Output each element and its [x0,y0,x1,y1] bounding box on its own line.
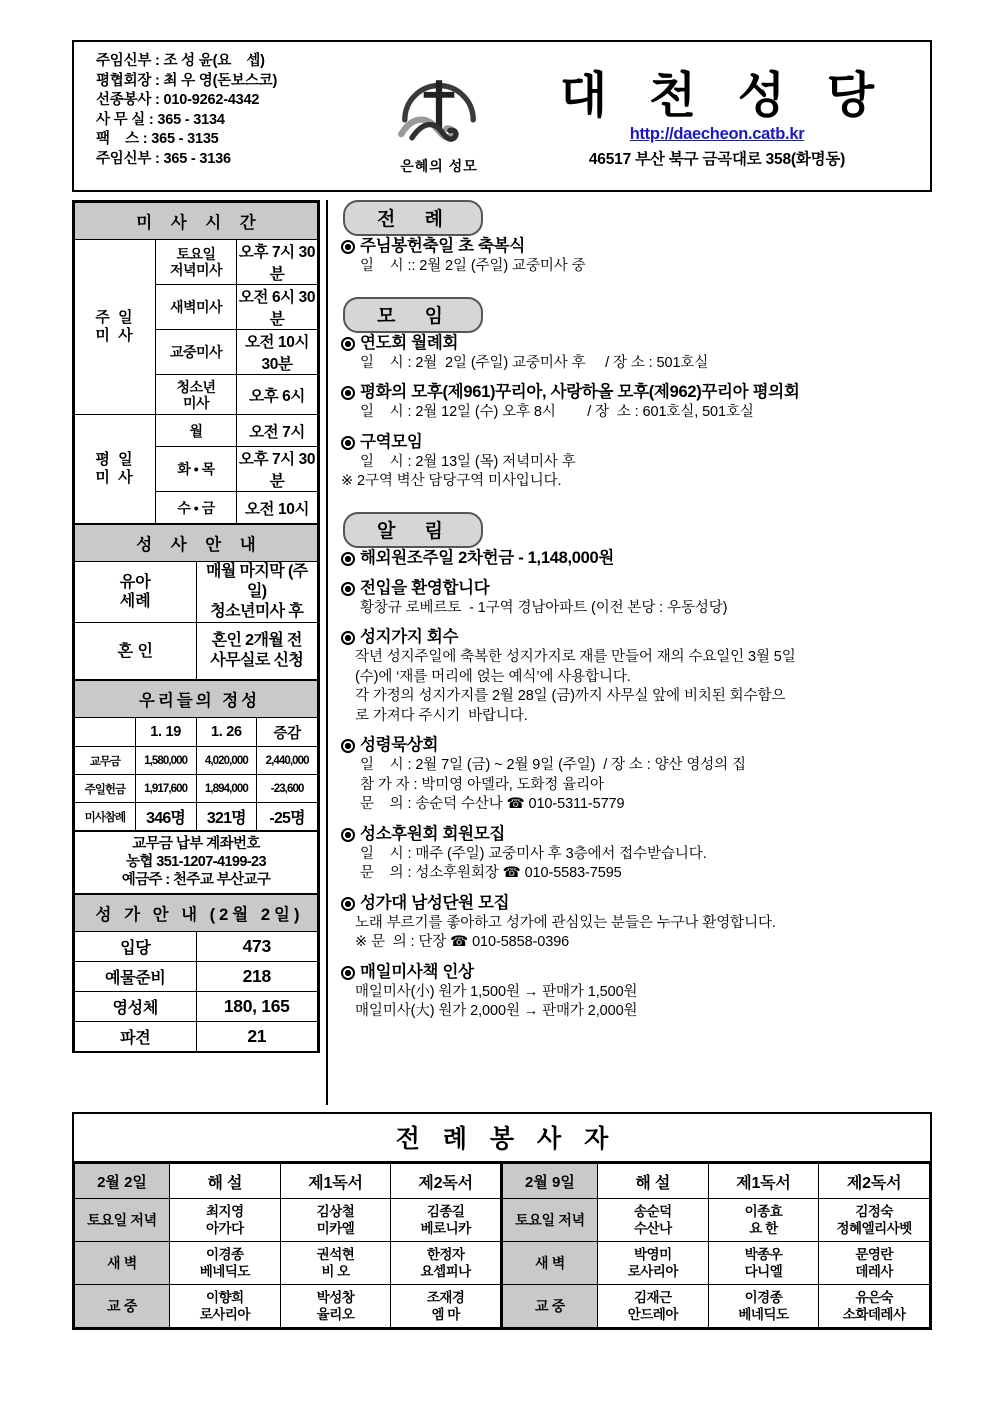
bullet-icon [341,897,355,911]
server-cell [170,1199,281,1242]
offerings-value: 1,580,000 [135,747,196,775]
servers-row-label: 토요일 저녁 [75,1199,170,1242]
contact-line: 주임신부 : 365 - 3136 [96,150,231,167]
item-detail: 각 가정의 성지가지를 2월 28일 (금)까지 사무실 앞에 비치된 회수함으 [355,688,786,704]
servers-col-header: 제2독서 [391,1164,502,1199]
mass-name: 청소년 미사 [156,375,237,415]
hymn-value: 473 [196,932,318,962]
announcements-column [326,200,932,1105]
servers-row-label: 토요일 저녁 [501,1199,597,1242]
contact-block [74,42,374,190]
offerings-col-header: 1. 26 [196,718,257,747]
server-cell [597,1285,708,1328]
section-pill-label: 전 례 [343,200,483,236]
contact-line: 선종봉사 : 010-9262-4342 [96,92,260,108]
announcement-item [341,236,932,277]
servers-row-label: 교 중 [75,1285,170,1328]
item-detail: 일 시 : 매주 (주일) 교중미사 후 3층에서 접수받습니다. [360,845,707,862]
servers-row-label: 새 벽 [501,1242,597,1285]
item-title: 매일미사책 인상 [360,962,474,981]
server-saint: 요 한 [749,1221,778,1236]
server-cell [708,1242,819,1285]
mass-time: 오후 6시 [237,375,318,415]
left-info-column [72,200,320,1053]
server-name: 이경종 [744,1290,783,1305]
offerings-value: 1,894,000 [196,775,257,803]
item-title-row [341,627,932,648]
offerings-value: 4,020,000 [196,747,257,775]
item-detail: 노래 부르기를 좋아하고 성가에 관심있는 분들은 누구나 환영합니다. [355,914,776,931]
item-title-row [341,382,932,403]
sacrament-label: 유아 세례 [75,562,197,623]
item-detail: 일 시 : 2월 2일 (주일) 교중미사 후 / 장 소 : 501호실 [360,354,709,371]
hymn-label: 예물준비 [75,962,197,992]
section-header-liturgy [343,200,932,232]
item-detail: (수)에 ‘재를 머리에 얹는 예식’에 사용합니다. [355,668,631,685]
left-tables-frame [72,200,320,1053]
item-title: 해외원조주일 2차헌금 - 1,148,000원 [360,548,615,567]
item-title-row [341,824,932,845]
mass-time: 오전 10시 30분 [237,330,318,375]
offerings-col-blank [75,718,136,747]
server-name: 김정숙 [855,1204,893,1219]
server-cell [819,1199,930,1242]
mass-time: 오후 7시 30분 [237,447,318,492]
section-header-meetings [343,297,932,329]
server-saint: 데레사 [855,1264,893,1279]
contact-line: 평협회장 : 최 우 영(돈보스코) [96,72,278,89]
church-website-link[interactable]: http://daecheon.catb.kr [629,124,805,143]
server-name: 최지영 [206,1204,244,1219]
item-title-row [341,432,932,453]
offerings-value: 346명 [135,803,196,831]
bank-number: 농협 351-1207-4199-23 [126,854,266,870]
madonna-of-grace-logo-icon [394,63,484,155]
announcement-item [341,824,932,884]
servers-table [74,1163,930,1328]
announcement-item [341,333,932,374]
offerings-row-label: 주일헌금 [75,775,136,803]
server-name: 이경종 [206,1247,244,1262]
mass-time: 오전 10시 [237,492,318,524]
server-saint: 아가다 [206,1221,244,1236]
table-row [75,1242,930,1285]
item-title-row [341,333,932,354]
bullet-icon [341,337,355,351]
offerings-row-label: 미사참례 [75,803,136,831]
weekday-mass-label: 평 일 미 사 [75,415,156,524]
hymn-title: 성 가 안 내 (2월 2일) [75,895,318,932]
server-saint: 로사리아 [199,1307,250,1322]
server-name: 권석현 [316,1247,355,1262]
section-header-notices [343,512,932,544]
servers-row-label: 새 벽 [75,1242,170,1285]
hymn-value: 180, 165 [196,992,318,1022]
servers-col-header: 제1독서 [708,1164,819,1199]
item-detail: 참 가 자 : 박미영 아델라, 도화정 율리아 [360,776,604,793]
server-saint: 로사리아 [627,1264,678,1279]
page-header [72,40,932,192]
server-cell [819,1285,930,1328]
server-name: 김재근 [633,1290,672,1305]
server-cell [597,1199,708,1242]
announcement-item [341,627,932,726]
bullet-icon [341,436,355,450]
announcement-item [341,962,932,1022]
hymn-label: 입당 [75,932,197,962]
bullet-icon [341,386,355,400]
item-title-row [341,962,932,983]
server-saint: 다니엘 [744,1264,783,1279]
server-saint: 정혜엘리사벳 [836,1221,912,1236]
item-detail: 황창규 로베르토 - 1구역 경남아파트 (이전 본당 : 우동성당) [360,599,728,616]
servers-col-header: 제1독서 [280,1164,391,1199]
servers-col-header: 제2독서 [819,1164,930,1199]
mass-name: 토요일 저녁미사 [156,240,237,285]
servers-col-header: 해 설 [170,1164,281,1199]
announcement-item [341,893,932,953]
sacrament-label: 혼 인 [75,623,197,680]
mass-name: 월 [156,415,237,447]
item-title: 주님봉헌축일 초 축복식 [360,237,525,255]
item-detail: 매일미사(大) 원가 2,000원 → 판매가 2,000원 [355,1003,638,1019]
server-cell [391,1199,502,1242]
server-name: 박종우 [744,1247,783,1262]
mass-schedule-table [74,202,318,524]
item-detail: ※ 문 의 : 단장 ☎ 010-5858-0396 [355,934,570,950]
bullet-icon [341,631,355,645]
church-identity [504,42,930,190]
server-saint: 율리오 [316,1307,355,1322]
server-cell [819,1242,930,1285]
server-name: 박영미 [633,1247,672,1262]
server-name: 박성창 [316,1290,355,1305]
server-saint: 베네딕도 [738,1307,789,1322]
bullet-icon [341,828,355,842]
server-saint: 베로니카 [420,1221,471,1236]
bullet-icon [341,582,355,596]
spacer [341,501,932,512]
hymn-value: 218 [196,962,318,992]
server-cell [391,1285,502,1328]
table-row [75,1199,930,1242]
item-detail: ※ 2구역 벽산 담당구역 미사입니다. [341,473,562,489]
bank-title: 교무금 납부 계좌번호 [132,836,260,852]
server-saint: 미카엘 [316,1221,355,1236]
hymn-table [74,894,318,1053]
mass-time: 오전 7시 [237,415,318,447]
item-title-row [341,236,932,257]
bullet-icon [341,739,355,753]
church-address: 46517 부산 북구 금곡대로 358(화명동) [588,150,846,168]
section-pill-label: 모 임 [343,297,483,333]
server-name: 조재경 [426,1290,465,1305]
offerings-value: -23,600 [257,775,318,803]
main-body [72,200,932,1105]
item-detail: 문 의 : 송순덕 수산나 ☎ 010-5311-5779 [360,796,625,812]
server-cell [391,1242,502,1285]
server-name: 김종길 [426,1204,465,1219]
item-detail: 로 가져다 주시기 바랍니다. [355,707,528,724]
sacrament-value: 매월 마지막 (주일) 청소년미사 후 [196,562,318,623]
mass-name: 화 • 목 [156,447,237,492]
server-name: 이종효 [744,1204,783,1219]
offerings-col-header: 증감 [257,718,318,747]
offerings-value: 2,440,000 [257,747,318,775]
contact-line: 팩 스 : 365 - 3135 [96,131,219,147]
server-cell [708,1285,819,1328]
server-name: 이향희 [206,1290,244,1305]
offerings-value: -25명 [257,803,318,831]
offerings-value: 1,917,600 [135,775,196,803]
sacrament-title: 성 사 안 내 [75,525,318,562]
bank-account-info [75,832,318,894]
item-detail: 일 시 : 2월 7일 (금) ~ 2월 9일 (주일) / 장 소 : 양산 영성의 집 [360,757,746,773]
section-pill-label: 알 림 [343,512,483,548]
announcement-item [341,735,932,815]
servers-row-label: 교 중 [501,1285,597,1328]
server-cell [170,1285,281,1328]
server-saint: 베네딕도 [199,1264,250,1279]
item-title: 성가대 남성단원 모집 [360,893,510,912]
announcement-item [341,432,932,492]
item-title: 전입을 환영합니다 [360,578,490,597]
table-row [75,1285,930,1328]
item-title: 평화의 모후(제961)꾸리아, 사랑하올 모후(제962)꾸리아 평의회 [360,383,800,401]
item-title: 성소후원회 회원모집 [360,824,506,843]
item-detail: 작년 성지주일에 축복한 성지가지로 재를 만들어 재의 수요일인 3월 5일 [355,649,796,665]
mass-time: 오후 7시 30분 [237,240,318,285]
sacrament-value: 혼인 2개월 전 사무실로 신청 [196,623,318,680]
servers-col-header: 해 설 [597,1164,708,1199]
server-cell [597,1242,708,1285]
server-name: 유은숙 [855,1290,893,1305]
item-title-row [341,735,932,756]
servers-date-right: 2월 9일 [501,1164,597,1199]
sunday-mass-label: 주 일 미 사 [75,240,156,415]
server-saint: 엠 마 [431,1307,460,1322]
announcement-item [341,578,932,619]
server-name: 김상철 [316,1204,355,1219]
item-title: 성지가지 회수 [360,628,459,646]
server-cell [280,1199,391,1242]
server-cell [280,1285,391,1328]
item-title: 연도회 월례회 [360,333,459,352]
offerings-col-header: 1. 19 [135,718,196,747]
hymn-label: 파견 [75,1022,197,1052]
bank-holder: 예금주 : 천주교 부산교구 [121,872,271,888]
mass-name: 교중미사 [156,330,237,375]
item-detail: 매일미사(小) 원가 1,500원 → 판매가 1,500원 [355,983,638,1000]
server-saint: 요셉피나 [420,1264,471,1279]
announcement-item [341,382,932,423]
item-title: 성령묵상회 [360,736,439,754]
server-saint: 소화데레사 [842,1307,906,1322]
bullet-icon [341,552,355,566]
offerings-row-label: 교무금 [75,747,136,775]
contact-line: 주임신부 : 조 성 윤(요 셉) [96,53,265,69]
server-cell [280,1242,391,1285]
liturgical-servers-section [72,1112,932,1330]
item-detail: 일 시 :: 2월 2일 (주일) 교중미사 중 [360,258,586,274]
item-title-row [341,893,932,914]
church-logo [374,42,504,190]
mass-name: 수 • 금 [156,492,237,524]
bullet-icon [341,966,355,980]
server-saint: 안드레아 [627,1307,678,1322]
server-name: 송순덕 [633,1204,672,1219]
offerings-table [74,680,318,831]
announcement-item [341,548,932,569]
item-title-row [341,578,932,599]
mass-time: 오전 6시 30분 [237,285,318,330]
server-name: 문영란 [855,1247,893,1262]
offerings-value: 321명 [196,803,257,831]
server-cell [170,1242,281,1285]
bank-account-table [74,831,318,894]
item-detail: 일 시 : 2월 13일 (목) 저녁미사 후 [360,453,576,470]
sacrament-table [74,524,318,680]
servers-date-left: 2월 2일 [75,1164,170,1199]
server-saint: 수산나 [633,1221,672,1236]
server-name: 한정자 [426,1247,465,1262]
server-cell [708,1199,819,1242]
hymn-value: 21 [196,1022,318,1052]
item-title-row [341,548,932,569]
church-name-title: 대 천 성 당 [559,68,889,123]
server-saint: 비 오 [321,1264,350,1279]
logo-caption: 은혜의 성모 [400,157,478,174]
item-detail: 일 시 : 2월 12일 (수) 오후 8시 / 장 소 : 601호실, 501호실 [360,404,754,420]
hymn-label: 영성체 [75,992,197,1022]
mass-schedule-title: 미 사 시 간 [75,203,318,240]
item-detail: 문 의 : 성소후원회장 ☎ 010-5583-7595 [360,865,622,881]
mass-name: 새벽미사 [156,285,237,330]
offerings-title: 우리들의 정성 [75,681,318,718]
spacer [341,286,932,297]
servers-title: 전 례 봉 사 자 [74,1114,930,1163]
item-title: 구역모임 [360,432,423,451]
bullet-icon [341,240,355,254]
contact-line: 사 무 실 : 365 - 3134 [96,111,225,128]
